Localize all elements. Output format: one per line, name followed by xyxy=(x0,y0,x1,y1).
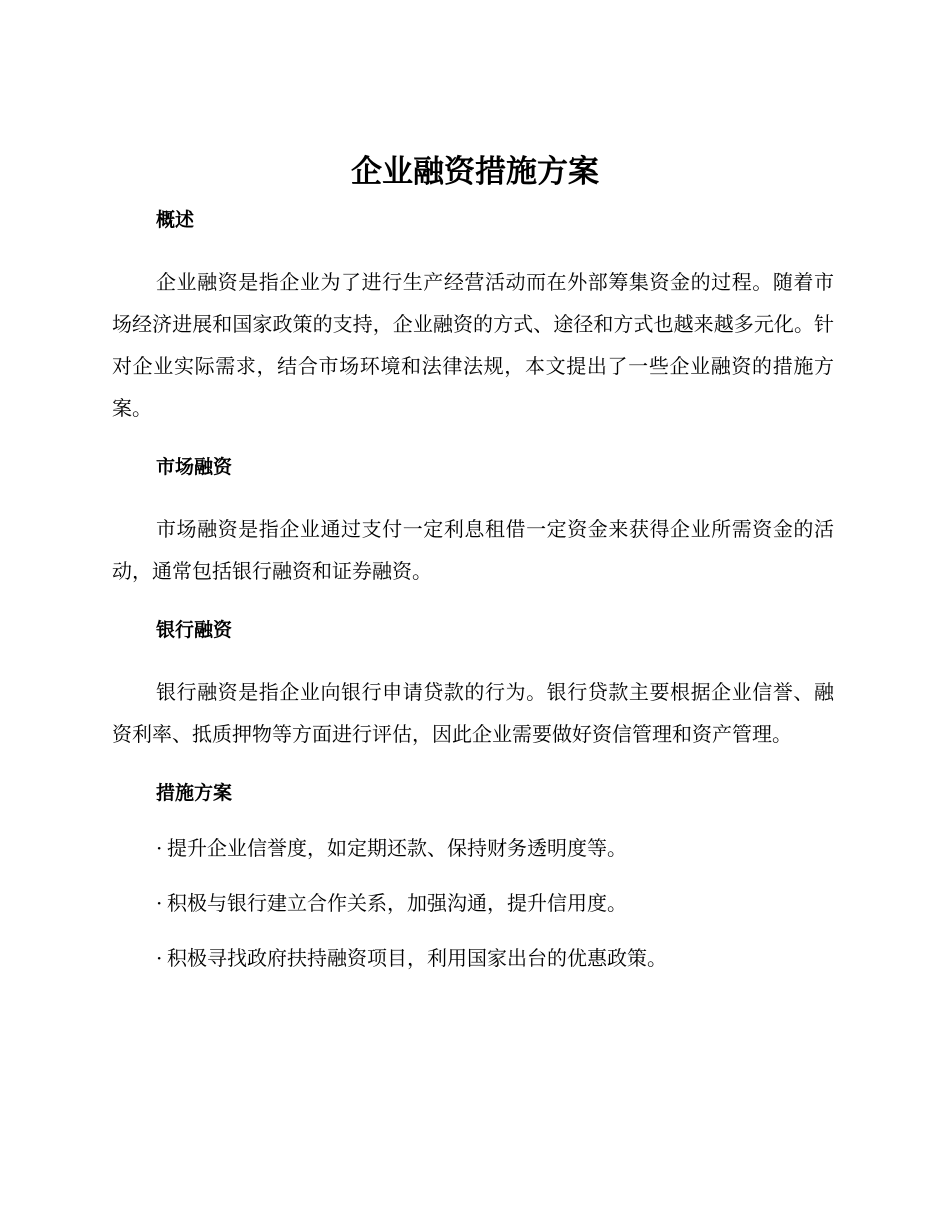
section-paragraph-market: 市场融资是指企业通过支付一定利息租借一定资金来获得企业所需资金的活动，通常包括银行融资和证券融资。 xyxy=(112,517,834,583)
list-item-text: 积极与银行建立合作关系，加强沟通，提升信用度。 xyxy=(167,891,627,915)
section-heading-bank: 银行融资 xyxy=(156,619,233,641)
bullet-icon: · xyxy=(156,836,163,860)
section-heading-measures: 措施方案 xyxy=(156,782,233,804)
list-item xyxy=(112,830,834,866)
section-heading-market: 市场融资 xyxy=(156,456,233,478)
section-heading-overview: 概述 xyxy=(156,209,195,231)
list-item-text: 积极寻找政府扶持融资项目，利用国家出台的优惠政策。 xyxy=(167,946,667,970)
list-item xyxy=(112,885,834,921)
bullet-icon: · xyxy=(156,946,163,970)
list-item xyxy=(112,940,834,976)
document-body xyxy=(112,202,834,976)
list-item-text: 提升企业信誉度，如定期还款、保持财务透明度等。 xyxy=(167,836,627,860)
document-title: 企业融资措施方案 xyxy=(351,154,599,190)
section-paragraph-overview: 企业融资是指企业为了进行生产经营活动而在外部筹集资金的过程。随着市场经济进展和国家政策的支持，企业融资的方式、途径和方式也越来越多元化。针对企业实际需求，结合市场环境和法律法规，本文提出了一些企业融资的措施方案。 xyxy=(112,270,834,420)
section-paragraph-bank: 银行融资是指企业向银行申请贷款的行为。银行贷款主要根据企业信誉、融资利率、抵质押物等方面进行评估，因此企业需要做好资信管理和资产管理。 xyxy=(112,680,834,746)
bullet-icon: · xyxy=(156,891,163,915)
